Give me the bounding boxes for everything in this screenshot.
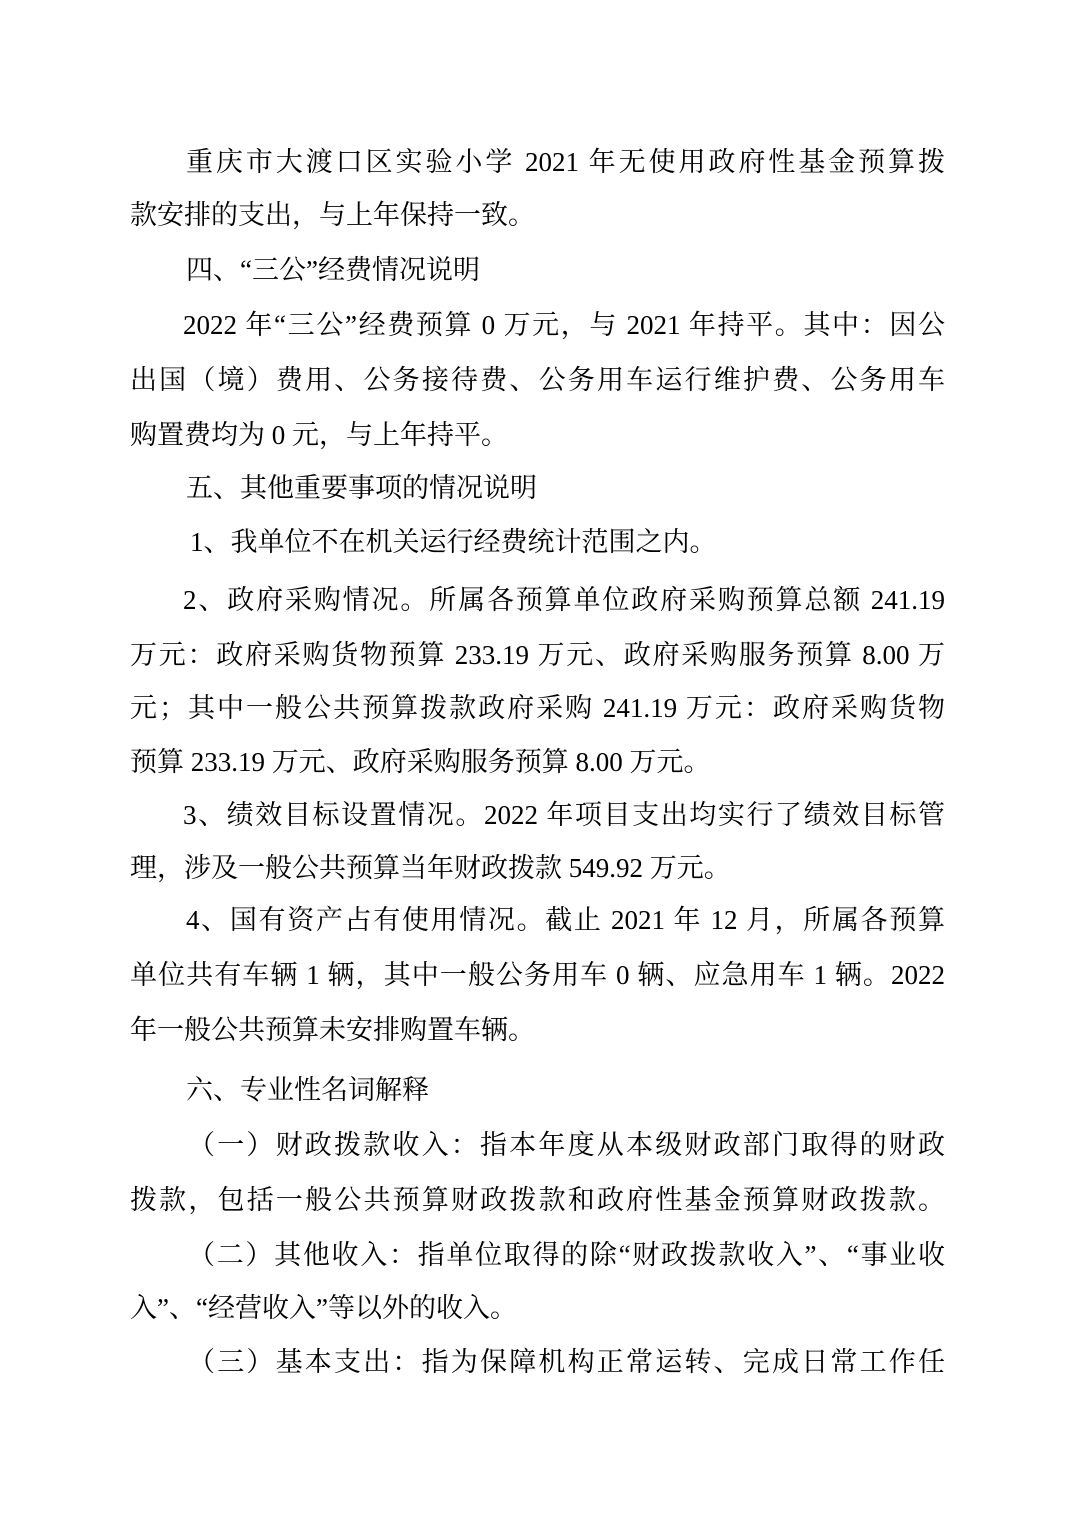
paragraph-line: 4、国有资产占有使用情况。截止 2021 年 12 月，所属各预算	[186, 905, 945, 935]
section-heading: 五、其他重要事项的情况说明	[186, 473, 537, 503]
paragraph-line: （三）基本支出：指为保障机构正常运转、完成日常工作任	[188, 1347, 945, 1377]
paragraph-line: 年一般公共预算未安排购置车辆。	[130, 1015, 535, 1045]
paragraph-line: 万元：政府采购货物预算 233.19 万元、政府采购服务预算 8.00 万	[130, 640, 945, 670]
paragraph-line: 元；其中一般公共预算拨款政府采购 241.19 万元：政府采购货物	[130, 693, 945, 723]
paragraph-line: 1、我单位不在机关运行经费统计范围之内。	[190, 527, 717, 557]
section-heading: 六、专业性名词解释	[186, 1075, 429, 1105]
paragraph-line: 预算 233.19 万元、政府采购服务预算 8.00 万元。	[130, 747, 711, 777]
paragraph-line: 入”、“经营收入”等以外的收入。	[130, 1293, 517, 1323]
paragraph-line: 购置费均为 0 元，与上年持平。	[130, 420, 508, 450]
paragraph-line: 2022 年“三公”经费预算 0 万元，与 2021 年持平。其中：因公	[183, 310, 945, 340]
paragraph-line: 单位共有车辆 1 辆，其中一般公务用车 0 辆、应急用车 1 辆。2022	[130, 960, 945, 990]
paragraph-line: （一）财政拨款收入：指本年度从本级财政部门取得的财政	[188, 1130, 945, 1160]
paragraph-line: 3、绩效目标设置情况。2022 年项目支出均实行了绩效目标管	[183, 800, 945, 830]
paragraph-line: 2、政府采购情况。所属各预算单位政府采购预算总额 241.19	[183, 585, 945, 615]
paragraph-line: 拨款，包括一般公共预算财政拨款和政府性基金预算财政拨款。	[130, 1185, 945, 1215]
paragraph-line: （二）其他收入：指单位取得的除“财政拨款收入”、“事业收	[188, 1240, 945, 1270]
paragraph-line: 出国（境）费用、公务接待费、公务用车运行维护费、公务用车	[130, 365, 945, 395]
paragraph-line: 款安排的支出，与上年保持一致。	[130, 200, 535, 230]
paragraph-line: 理，涉及一般公共预算当年财政拨款 549.92 万元。	[130, 853, 731, 883]
paragraph-line: 重庆市大渡口区实验小学 2021 年无使用政府性基金预算拨	[186, 147, 945, 177]
section-heading: 四、“三公”经费情况说明	[186, 255, 480, 285]
